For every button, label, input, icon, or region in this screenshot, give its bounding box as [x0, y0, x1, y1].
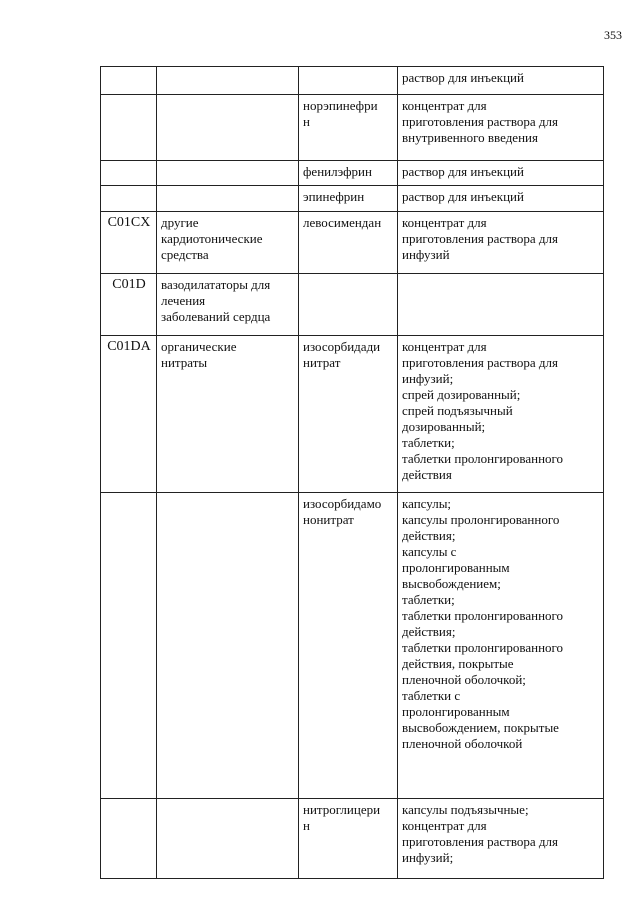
page-number: 353 — [604, 28, 622, 42]
drug-name-cell — [299, 161, 398, 186]
cell-text-line: изосорбидади — [303, 339, 381, 354]
atc-code-cell — [101, 493, 157, 799]
drug-table-body — [101, 67, 604, 879]
cell-text-line: высвобождением; — [402, 576, 501, 591]
cell-text-line: эпинефрин — [303, 189, 365, 204]
cell-text-line: концентрат для — [402, 818, 487, 833]
cell-text-line: пролонгированным — [402, 704, 510, 719]
dosage-forms-cell — [398, 274, 604, 336]
cell-text-line: н — [303, 818, 310, 833]
group-name-cell — [157, 161, 299, 186]
group-name-cell — [157, 493, 299, 799]
dosage-forms-cell — [398, 493, 604, 799]
cell-text-line: норэпинефри — [303, 98, 378, 113]
cell-text-line: спрей подъязычный — [402, 403, 513, 418]
drug-name-cell — [299, 186, 398, 212]
cell-text-line: действия; — [402, 624, 456, 639]
cell-text-line: капсулы; — [402, 496, 452, 511]
cell-text-line: нитраты — [161, 355, 208, 370]
cell-text-line: действия; — [402, 528, 456, 543]
cell-text-line: раствор для инъекций — [402, 189, 524, 204]
cell-text-line: нитроглицери — [303, 802, 381, 817]
table-row — [101, 336, 604, 493]
atc-code-cell — [101, 186, 157, 212]
cell-text-line: левосимендан — [303, 215, 382, 230]
atc-code-cell: C01CX — [101, 212, 157, 274]
cell-text-line: приготовления раствора для — [402, 355, 558, 370]
cell-text-line: действия — [402, 467, 452, 482]
table-row — [101, 67, 604, 95]
drug-name-cell — [299, 493, 398, 799]
table-row — [101, 799, 604, 879]
cell-text-line: средства — [161, 247, 209, 262]
group-name-cell — [157, 274, 299, 336]
table-row — [101, 212, 604, 274]
cell-text-line: капсулы пролонгированного — [402, 512, 560, 527]
atc-code-cell: C01DA — [101, 336, 157, 493]
cell-text-line: изосорбидамо — [303, 496, 382, 511]
dosage-forms-cell — [398, 336, 604, 493]
cell-text-line: н — [303, 114, 310, 129]
cell-text-line: таблетки пролонгированного — [402, 640, 564, 655]
cell-text-line: раствор для инъекций — [402, 164, 524, 179]
group-name-cell — [157, 212, 299, 274]
cell-text-line: инфузий — [402, 247, 450, 262]
cell-text-line: действия, покрытые — [402, 656, 514, 671]
cell-text-line: органические — [161, 339, 237, 354]
group-name-cell — [157, 95, 299, 161]
table-row — [101, 95, 604, 161]
cell-text-line: капсулы подъязычные; — [402, 802, 529, 817]
cell-text-line: пленочной оболочкой — [402, 736, 523, 751]
cell-text-line: концентрат для — [402, 339, 487, 354]
dosage-forms-cell — [398, 161, 604, 186]
cell-text-line: приготовления раствора для — [402, 231, 558, 246]
cell-text-line: нонитрат — [303, 512, 354, 527]
cell-text-line: инфузий; — [402, 850, 454, 865]
drug-name-cell — [299, 67, 398, 95]
cell-text-line: таблетки с — [402, 688, 461, 703]
dosage-forms-cell — [398, 95, 604, 161]
cell-text-line: кардиотонические — [161, 231, 263, 246]
cell-text-line: фенилэфрин — [303, 164, 372, 179]
atc-code-cell — [101, 161, 157, 186]
atc-code-cell — [101, 799, 157, 879]
cell-text-line: дозированный; — [402, 419, 486, 434]
drug-name-cell — [299, 336, 398, 493]
cell-text-line: высвобождением, покрытые — [402, 720, 559, 735]
cell-text-line: таблетки; — [402, 592, 455, 607]
cell-text-line: пролонгированным — [402, 560, 510, 575]
drug-name-cell — [299, 274, 398, 336]
group-name-cell — [157, 67, 299, 95]
drug-name-cell — [299, 95, 398, 161]
group-name-cell — [157, 186, 299, 212]
cell-text-line: таблетки; — [402, 435, 455, 450]
cell-text-line: пленочной оболочкой; — [402, 672, 526, 687]
cell-text-line: инфузий; — [402, 371, 454, 386]
cell-text-line: приготовления раствора для — [402, 834, 558, 849]
cell-text-line: заболеваний сердца — [161, 309, 271, 324]
dosage-forms-cell — [398, 212, 604, 274]
cell-text-line: нитрат — [303, 355, 341, 370]
table-row — [101, 161, 604, 186]
cell-text-line: лечения — [161, 293, 206, 308]
group-name-cell — [157, 799, 299, 879]
dosage-forms-cell — [398, 799, 604, 879]
table-row — [101, 493, 604, 799]
drug-table — [100, 66, 604, 879]
dosage-forms-cell — [398, 67, 604, 95]
group-name-cell — [157, 336, 299, 493]
cell-text-line: капсулы с — [402, 544, 457, 559]
cell-text-line: приготовления раствора для — [402, 114, 558, 129]
drug-name-cell — [299, 799, 398, 879]
atc-code-cell — [101, 67, 157, 95]
atc-code-cell — [101, 95, 157, 161]
cell-text-line: спрей дозированный; — [402, 387, 521, 402]
cell-text-line: внутривенного введения — [402, 130, 538, 145]
drug-name-cell — [299, 212, 398, 274]
cell-text-line: концентрат для — [402, 98, 487, 113]
dosage-forms-cell — [398, 186, 604, 212]
cell-text-line: другие — [161, 215, 199, 230]
cell-text-line: раствор для инъекций — [402, 70, 524, 85]
cell-text-line: концентрат для — [402, 215, 487, 230]
table-row — [101, 186, 604, 212]
cell-text-line: таблетки пролонгированного — [402, 608, 564, 623]
cell-text-line: таблетки пролонгированного — [402, 451, 564, 466]
atc-code-cell: C01D — [101, 274, 157, 336]
cell-text-line: вазодилататоры для — [161, 277, 271, 292]
table-row — [101, 274, 604, 336]
